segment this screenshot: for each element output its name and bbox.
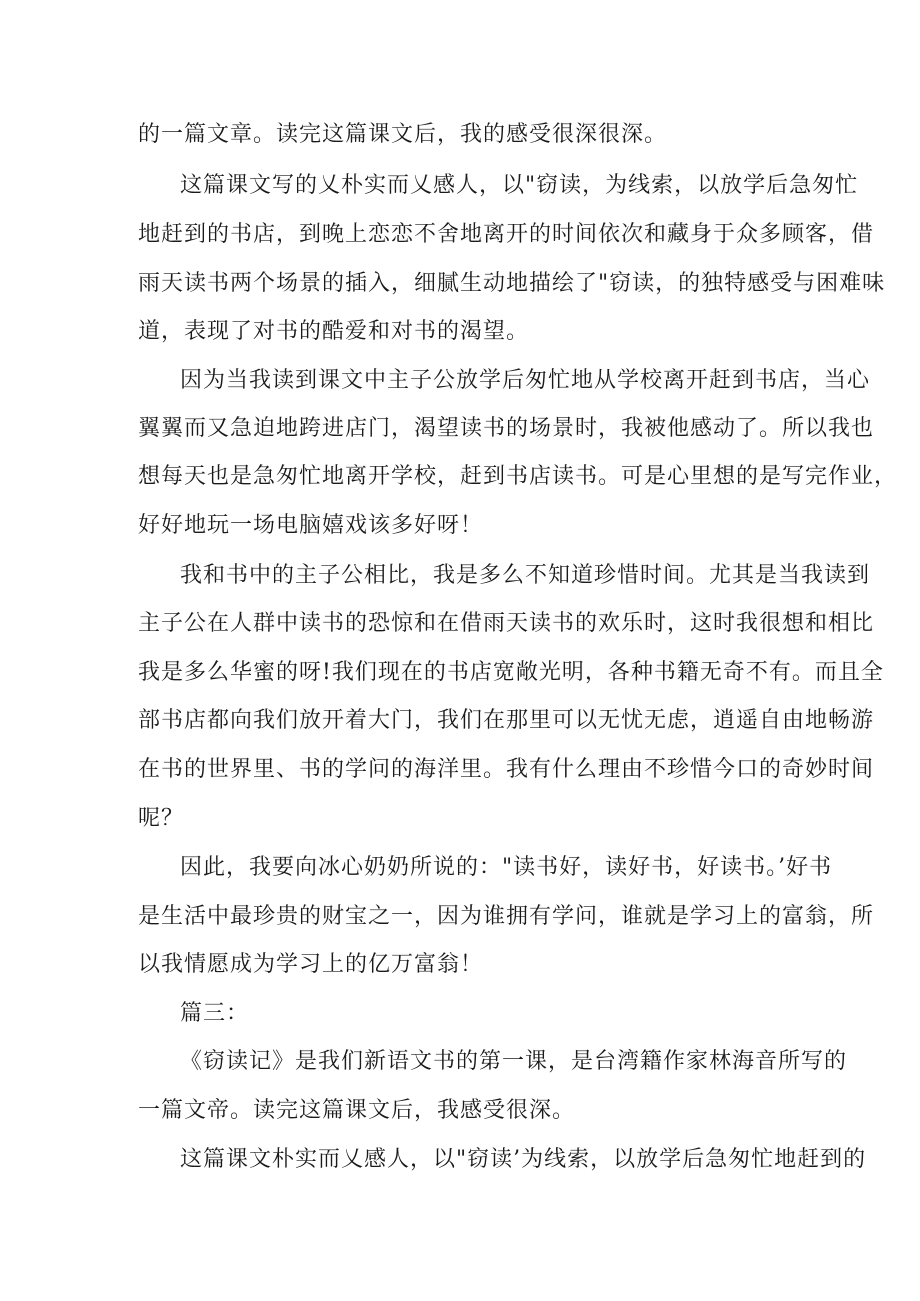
text-line: 翼翼而又急迫地跨进店门，渴望读书的场景时，我被他感动了。所以我也: [138, 416, 875, 441]
section-heading: 篇三：: [180, 1001, 250, 1026]
text-line: 道，表现了对书的酷爱和对书的渴望。: [138, 319, 530, 344]
text-line: 部书店都向我们放开着大门，我们在那里可以无忧无虑，逍遥自由地畅游: [138, 708, 875, 733]
text-line: 一篇文帝。读完这篇课文后，我感受很深。: [138, 1098, 576, 1123]
text-line: 呢？: [138, 806, 185, 831]
text-line: 这篇课文写的乂朴实而乂感人，以"窃读，为线索，以放学后急匆忙: [180, 173, 859, 198]
text-line: 是生活中最珍贵的财宝之一，因为谁拥有学问，谁就是学习上的富翁，所: [138, 904, 875, 929]
text-line: 想每天也是急匆忙地离开学校，赶到书店读书。可是心里想的是写完作业，: [138, 464, 898, 489]
text-line: 因此，我要向冰心奶奶所说的："读书好，读好书，好读书。’好书: [180, 855, 833, 880]
text-line: 《窃读记》是我们新语文书的第一课，是台湾籍作家林海音所写的: [180, 1049, 848, 1074]
text-line: 这篇课文朴实而乂感人，以"窃读’为线索，以放学后急匆忙地赶到的: [180, 1147, 867, 1172]
text-line: 地赶到的书店，到晚上恋恋不舍地离开的时间依次和藏身于众多顾客，借: [138, 222, 875, 247]
text-line: 以我情愿成为学习上的亿万富翁！: [138, 952, 484, 977]
text-line: 因为当我读到课文中主子公放学后匆忙地从学校离开赶到书店，当心: [180, 368, 871, 393]
text-line: 的一篇文章。读完这篇课文后，我的感受很深很深。: [138, 122, 668, 147]
text-line: 我和书中的主子公相比，我是多么不知道珍惜时间。尤其是当我读到: [180, 563, 871, 588]
text-line: 我是多么华蜜的呀!我们现在的书店宽敞光明，各种书籍无奇不有。而且全: [138, 660, 884, 685]
text-line: 在书的世界里、书的学问的海洋里。我有什么理由不珍惜今口的奇妙时间: [138, 757, 875, 782]
text-line: 好好地玩一场电脑嬉戏该多好呀！: [138, 513, 484, 538]
text-line: 雨天读书两个场景的插入，细腻生动地描绘了"窃读，的独特感受与困难味: [138, 271, 886, 296]
text-line: 主子公在人群中读书的恐惊和在借雨天读书的欢乐时，这时我很想和相比: [138, 611, 875, 636]
